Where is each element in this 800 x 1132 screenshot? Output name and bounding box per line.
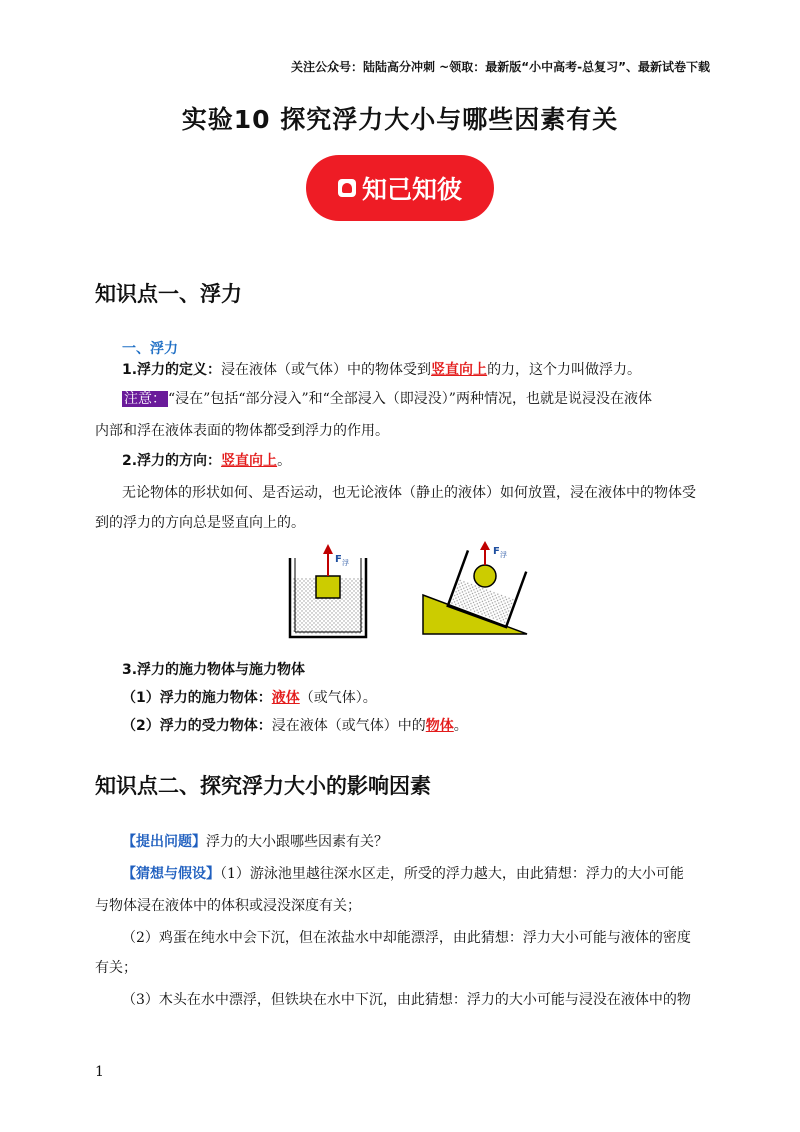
question-tag: 【提出问题】 xyxy=(122,834,206,850)
direction-line xyxy=(122,451,705,471)
note-line-1 xyxy=(122,389,705,409)
document-title: 实验10 探究浮力大小与哪些因素有关 xyxy=(181,105,619,134)
force-label-2: F xyxy=(493,546,500,557)
item3-title-text: 3.浮力的施力物体与施力物体 xyxy=(122,662,306,678)
section-2-title: 知识点二、探究浮力大小的影响因素 xyxy=(95,774,431,798)
item3-2-text: 浸在液体（或气体）中的 xyxy=(271,718,426,734)
item3-2-end: 。 xyxy=(453,718,468,734)
definition-keyword: 竖直向上 xyxy=(431,362,488,378)
direction-explain-2: 到的浮力的方向总是竖直向上的。 xyxy=(95,515,305,531)
hypothesis-tag: 【猜想与假设】 xyxy=(122,866,220,882)
section-1-subtitle: 一、浮力 xyxy=(122,341,178,357)
hypothesis-3-line-1: （3）木头在水中漂浮，但铁块在水中下沉，由此猜想：浮力的大小可能与浸没在液体中的物 xyxy=(122,992,691,1008)
buoyancy-figure xyxy=(285,538,535,640)
definition-text: 浸在液体（或气体）中的物体受到 xyxy=(221,362,432,378)
house-icon xyxy=(338,179,356,197)
page-number: 1 xyxy=(95,1064,104,1080)
item3-1-end: （或气体）。 xyxy=(299,690,377,706)
section-badge xyxy=(306,155,494,221)
force-arrow-icon xyxy=(480,541,490,550)
direction-explain-1: 无论物体的形状如何、是否运动，也无论液体（静止的液体）如何放置，浸在液体中的物体受 xyxy=(122,485,696,501)
force-sub-2: 浮 xyxy=(500,551,507,559)
force-label-1: F xyxy=(335,554,342,565)
header-note: 关注公众号：陆陆高分冲刺 ~领取：最新版“小中高考-总复习”、最新试卷下载 xyxy=(291,60,710,74)
definition-text-end: 的力，这个力叫做浮力。 xyxy=(487,362,642,378)
beaker-figure xyxy=(290,544,366,637)
hypothesis-2-line-1: （2）鸡蛋在纯水中会下沉，但在浓盐水中却能漂浮，由此猜想：浮力大小可能与液体的密度 xyxy=(122,930,691,946)
floating-ball xyxy=(474,565,496,587)
force-sub-1: 浮 xyxy=(342,559,349,567)
direction-label: 2.浮力的方向： xyxy=(122,453,222,469)
item3-2-keyword: 物体 xyxy=(425,718,454,734)
direction-end: 。 xyxy=(277,453,292,469)
definition-label: 1.浮力的定义： xyxy=(122,362,222,378)
note-text-1: “浸在”包括“部分浸入”和“全部浸入（即浸没）”两种情况，也就是说浸没在液体 xyxy=(168,391,652,407)
hypothesis-2-line-2: 有关； xyxy=(95,960,137,976)
question-text: 浮力的大小跟哪些因素有关？ xyxy=(206,834,388,850)
section-1-title: 知识点一、浮力 xyxy=(95,282,242,306)
definition-line xyxy=(122,360,705,380)
hypothesis-line-2: 与物体浸在液体中的体积或浸没深度有关； xyxy=(95,898,361,914)
direction-keyword: 竖直向上 xyxy=(221,453,278,469)
floating-cube xyxy=(316,576,340,598)
note-tag: 注意： xyxy=(124,391,166,407)
question-line xyxy=(122,832,705,852)
note-line-2: 内部和浮在液体表面的物体都受到浮力的作用。 xyxy=(95,423,389,439)
hypothesis-line-1 xyxy=(122,864,705,884)
item3-1-line xyxy=(122,688,705,708)
item3-1-keyword: 液体 xyxy=(271,690,300,706)
hypothesis-1-text: （1）游泳池里越往深水区走，所受的浮力越大，由此猜想：浮力的大小可能 xyxy=(220,866,684,882)
force-arrow-icon xyxy=(323,544,333,554)
item3-title xyxy=(122,660,705,680)
item3-1-label: （1）浮力的施力物体： xyxy=(122,690,272,706)
item3-2-line xyxy=(122,716,705,736)
tilted-beaker-figure xyxy=(423,541,527,634)
badge-label: 知己知彼 xyxy=(361,175,462,204)
item3-2-label: （2）浮力的受力物体： xyxy=(122,718,272,734)
